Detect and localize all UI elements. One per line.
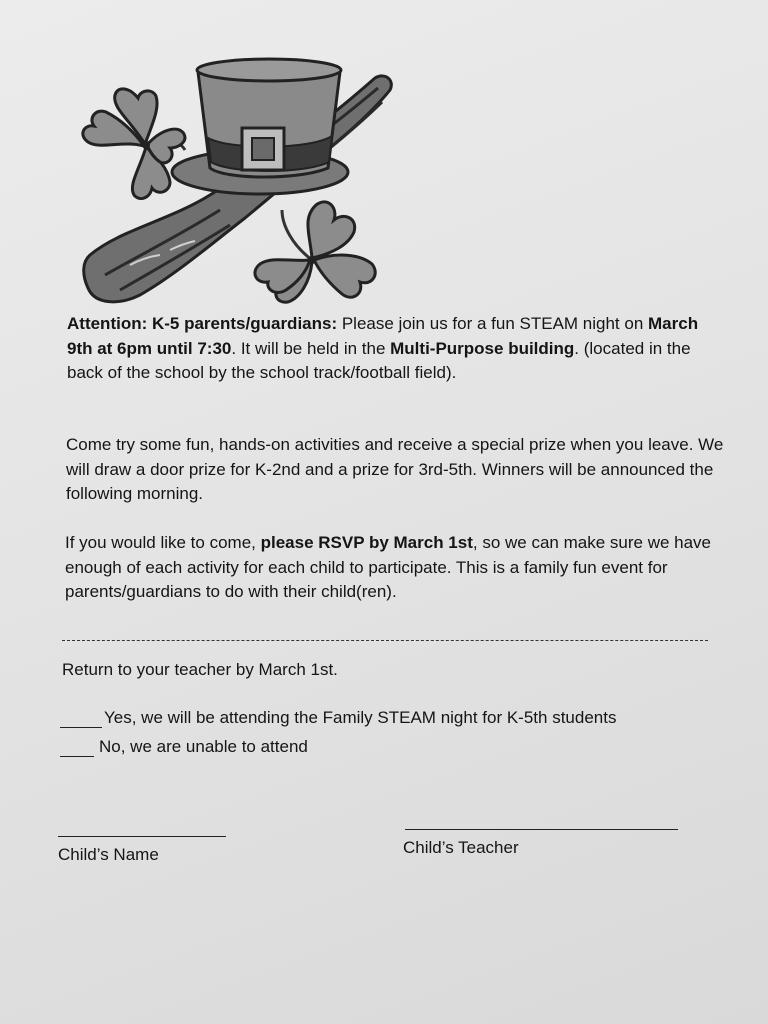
invite-text: Please join us for a fun STEAM night on: [337, 314, 649, 333]
option-no-label: No, we are unable to attend: [99, 737, 308, 756]
location-intro: . It will be held in the: [231, 338, 391, 358]
option-yes: [60, 708, 616, 728]
rsvp-deadline: please RSVP by March 1st: [260, 533, 473, 552]
shamrock-icon: [83, 89, 185, 199]
child-teacher-signature-line[interactable]: [405, 829, 678, 830]
no-checkmark-blank[interactable]: [60, 738, 94, 757]
yes-checkmark-blank[interactable]: [60, 709, 102, 728]
child-name-signature-line[interactable]: [58, 836, 226, 837]
rsvp-reason: , so we can make sure we have enough of each activity for each child to participate. This is a family fun event for parents/guardians to do with their child(ren).: [65, 533, 712, 601]
shamrock-icon: [255, 202, 375, 302]
option-yes-label: Yes, we will be attending the Family STEAM night for K-5th students: [104, 708, 617, 727]
child-teacher-label: Child’s Teacher: [403, 838, 519, 857]
top-hat-icon: [172, 59, 348, 194]
rsvp-paragraph: [65, 531, 735, 605]
activities-paragraph: Come try some fun, hands-on activities and receive a special prize when you leave. We will draw a door prize for K-2nd and a prize for 3rd-5th. Winners will be announced the following morning.: [66, 435, 724, 503]
option-no: [60, 737, 308, 757]
event-location: Multi-Purpose building: [390, 338, 575, 358]
location-note: . (located in the back of the school by the school track/football field).: [67, 338, 691, 382]
cut-line-divider: [62, 640, 708, 641]
event-details-paragraph: [67, 312, 727, 386]
attention-heading: Attention: K-5 parents/guardians:: [67, 314, 338, 333]
child-name-label: Child’s Name: [58, 845, 159, 864]
return-instruction: Return to your teacher by March 1st.: [62, 660, 338, 679]
clipart-group: [60, 50, 400, 310]
rsvp-intro: If you would like to come,: [65, 533, 261, 552]
event-date-time: March 9th at 6pm until 7:30: [67, 314, 699, 358]
